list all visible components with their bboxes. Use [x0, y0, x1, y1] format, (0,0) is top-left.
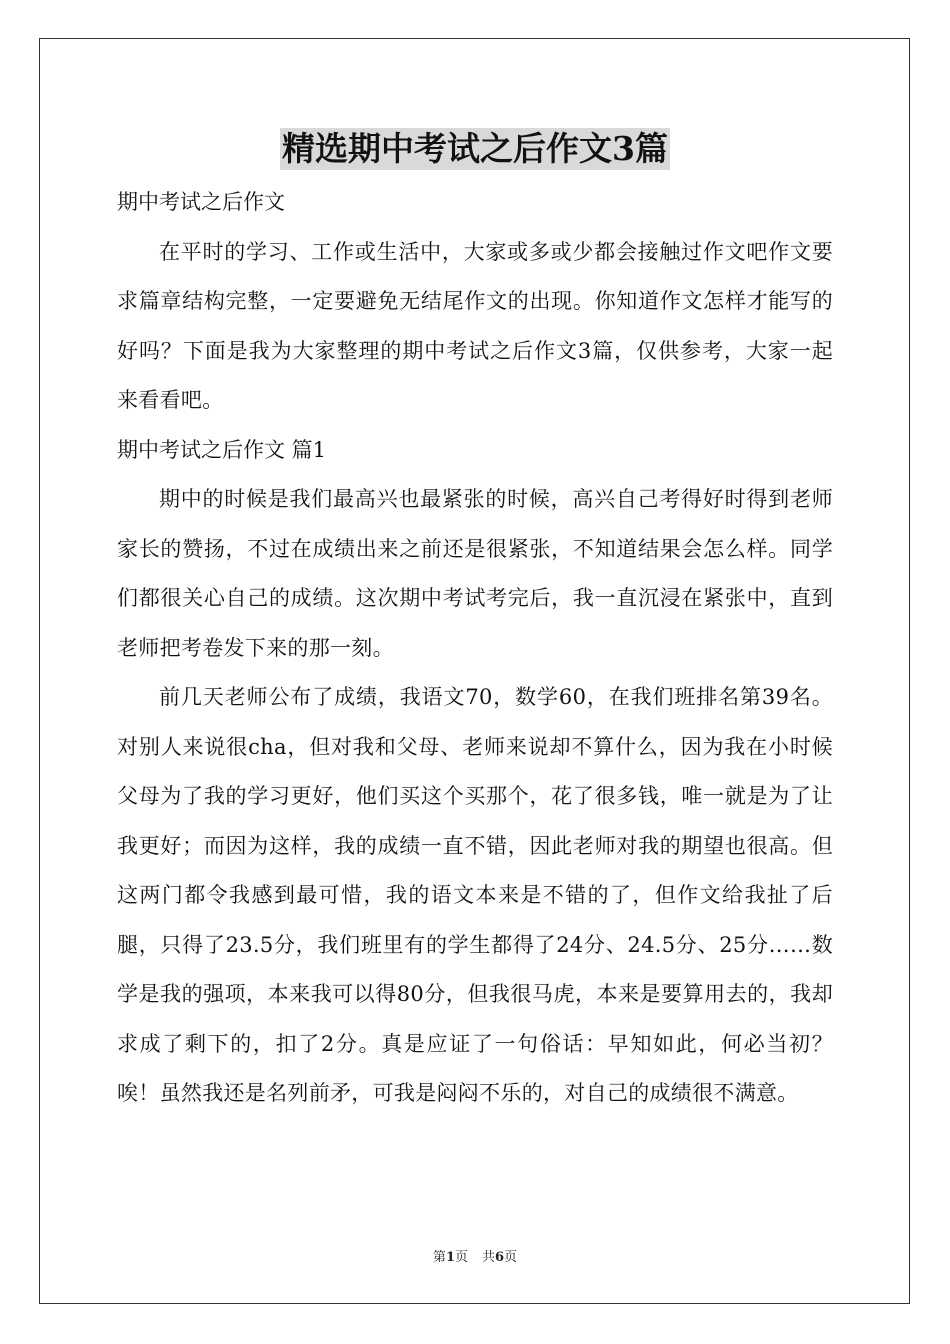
page-label: 页 [454, 1250, 468, 1265]
body-paragraph-2: 前几天老师公布了成绩，我语文70，数学60，在我们班排名第39名。对别人来说很cha，但对我和父母、老师来说却不算什么，因为我在小时候父母为了我的学习更好，他们买这个买那个，花了很多钱，唯一就是为了让我更好；而因为这样，我的成绩一直不错，因此老师对我的期望也很高。但这两门都令我感到最可惜，我的语文本来是不错的了，但作文给我扯了后腿，只得了23.5分，我们班里有的学生都得了24分、24.5分、25分……数学是我的强项，本来我可以得80分，但我很马虎，本来是要算用去的，我却求成了剩下的，扣了2分。真是应证了一句俗话：早知如此，何必当初？唉！虽然我还是名列前矛，可我是闷闷不乐的，对自己的成绩很不满意。 [117, 685, 833, 1105]
page-prefix: 第 [432, 1250, 446, 1265]
page-footer [0, 1246, 950, 1265]
document-subtitle: 期中考试之后作文 [117, 190, 285, 214]
title-container [0, 128, 950, 170]
document-title: 精选期中考试之后作文3篇 [282, 129, 668, 168]
total-page-number: 6 [495, 1250, 505, 1265]
body-paragraph-1: 期中的时候是我们最高兴也最紧张的时候，高兴自己考得好时得到老师家长的赞扬，不过在成绩出来之前还是很紧张，不知道结果会怎么样。同学们都很关心自己的成绩。这次期中考试考完后，我一直沉浸在紧张中，直到老师把考卷发下来的那一刻。 [117, 487, 833, 660]
section-heading: 期中考试之后作文 篇1 [117, 437, 327, 462]
intro-paragraph: 在平时的学习、工作或生活中，大家或多或少都会接触过作文吧作文要求篇章结构完整，一定要避免无结尾作文的出现。你知道作文怎样才能写的好吗？下面是我为大家整理的期中考试之后作文3篇，仅供参考，大家一起来看看吧。 [117, 239, 833, 412]
total-label: 页 [504, 1250, 518, 1265]
current-page-number: 1 [445, 1250, 455, 1265]
total-prefix: 共 [482, 1250, 496, 1265]
document-body [117, 178, 833, 1119]
